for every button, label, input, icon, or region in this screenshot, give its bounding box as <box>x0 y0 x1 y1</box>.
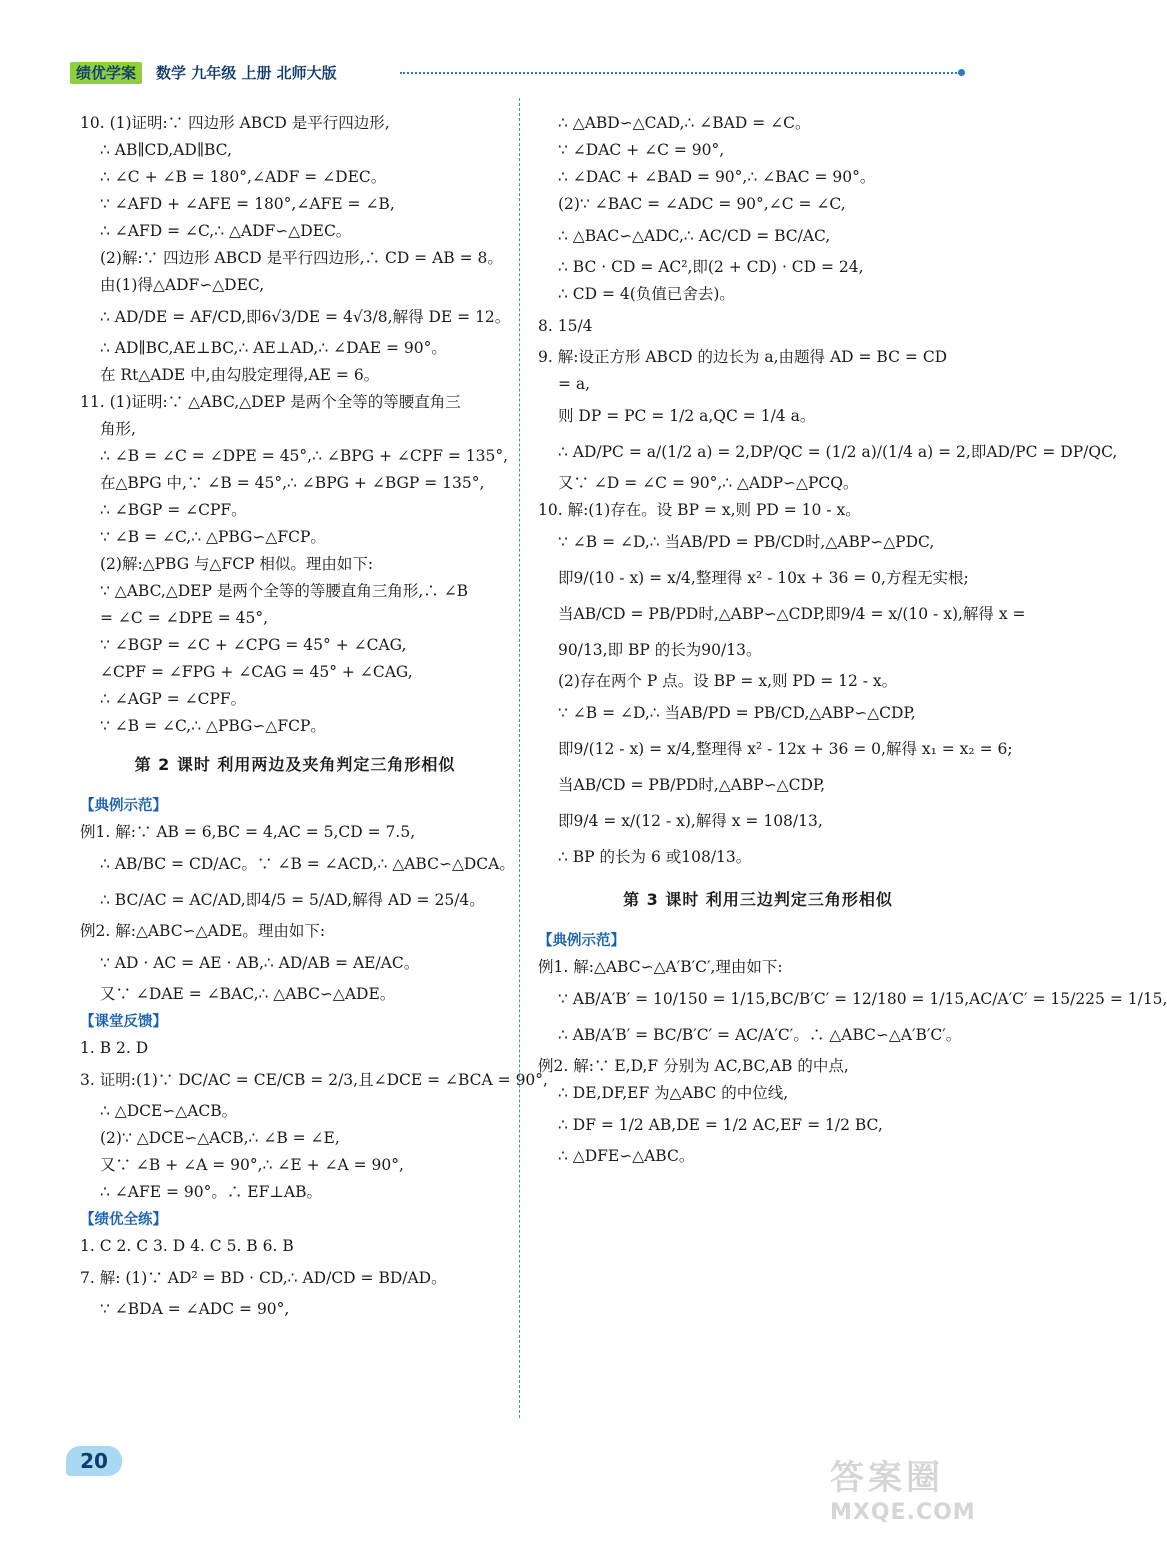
section-tag: 【典例示范】 <box>80 798 167 814</box>
answer-line: 即9/4 = x/(12 - x),解得 x = 108/13, <box>558 812 823 830</box>
answer-line: ∴ ∠C + ∠B = 180°,∠ADF = ∠DEC。 <box>100 168 387 186</box>
answer-line: 例1. 解:∵ AB = 6,BC = 4,AC = 5,CD = 7.5, <box>80 823 416 841</box>
answer-line: 又∵ ∠B + ∠A = 90°,∴ ∠E + ∠A = 90°, <box>100 1156 404 1174</box>
page-number: 20 <box>66 1446 122 1476</box>
brand-label: 绩优学案 <box>70 62 142 84</box>
column-divider <box>519 98 520 1418</box>
answer-line: ∴ ∠BGP = ∠CPF。 <box>100 501 247 519</box>
answer-line: 又∵ ∠D = ∠C = 90°,∴ △ADP∽△PCQ。 <box>558 474 859 492</box>
answer-line: ∵ ∠BDA = ∠ADC = 90°, <box>100 1300 290 1318</box>
answer-line: 即9/(12 - x) = x/4,整理得 x² - 12x + 36 = 0,解得 x₁ = x₂ = 6; <box>558 740 1013 758</box>
section-tag: 【绩优全练】 <box>80 1212 167 1228</box>
section-tag-row <box>538 927 978 954</box>
answer-line: 当AB/CD = PB/PD时,△ABP∽△CDP, <box>558 776 826 794</box>
answer-line: ∴ DE,DF,EF 为△ABC 的中位线, <box>558 1084 789 1102</box>
answer-line: = ∠C = ∠DPE = 45°, <box>100 609 269 627</box>
answer-line: 90/13,即 BP 的长为90/13。 <box>558 641 762 659</box>
answer-line: ∴ △ABD∽△CAD,∴ ∠BAD = ∠C。 <box>558 114 811 132</box>
answer-line: ∴ AB∥CD,AD∥BC, <box>100 141 232 159</box>
book-subtitle: 数学 九年级 上册 北师大版 <box>156 64 337 82</box>
left-column <box>80 110 548 1323</box>
answer-line: 1. B 2. D <box>80 1039 149 1057</box>
answer-line: ∴ AB/A′B′ = BC/B′C′ = AC/A′C′。∴ △ABC∽△A′B′C′。 <box>558 1026 962 1044</box>
section-tag: 【课堂反馈】 <box>80 1014 167 1030</box>
section-tag-row <box>80 1008 510 1035</box>
answer-line: (2)∵ ∠BAC = ∠ADC = 90°,∠C = ∠C, <box>558 195 846 213</box>
answer-line: 即9/(10 - x) = x/4,整理得 x² - 10x + 36 = 0,方程无实根; <box>558 569 969 587</box>
watermark-logo-text: 答案圈 <box>830 1458 944 1498</box>
answer-line: 当AB/CD = PB/PD时,△ABP∽△CDP,即9/4 = x/(10 - x),解得 x = <box>558 605 1026 623</box>
answer-line: 则 DP = PC = 1/2 a,QC = 1/4 a。 <box>558 407 816 425</box>
answer-line: ∴ AD/PC = a/(1/2 a) = 2,DP/QC = (1/2 a)/(1/4 a) = 2,即AD/PC = DP/QC, <box>558 443 1118 461</box>
answer-line: ∴ AB/BC = CD/AC。∵ ∠B = ∠ACD,∴ △ABC∽△DCA。 <box>100 855 515 873</box>
answer-line: 例1. 解:△ABC∽△A′B′C′,理由如下: <box>538 958 783 976</box>
watermark-site-text: MXQE.COM <box>830 1500 976 1525</box>
answer-line: ∴ △DCE∽△ACB。 <box>100 1102 238 1120</box>
section-title: 第 2 课时 利用两边及夹角判定三角形相似 <box>134 755 456 774</box>
answer-line: 10. (1)证明:∵ 四边形 ABCD 是平行四边形, <box>80 114 390 132</box>
header-dotted-rule <box>400 72 960 74</box>
answer-line: ∴ CD = 4(负值已舍去)。 <box>558 285 735 303</box>
answer-line: 由(1)得△ADF∽△DEC, <box>100 276 265 294</box>
answer-line: ∴ AD/DE = AF/CD,即6√3/DE = 4√3/8,解得 DE = 12。 <box>100 308 511 326</box>
page-header <box>70 62 970 86</box>
answer-line: (2)存在两个 P 点。设 BP = x,则 PD = 12 - x。 <box>558 672 898 690</box>
answer-line: 又∵ ∠DAE = ∠BAC,∴ △ABC∽△ADE。 <box>100 985 396 1003</box>
answer-line: (2)解:∵ 四边形 ABCD 是平行四边形,∴ CD = AB = 8。 <box>100 249 503 267</box>
answer-line: ∵ ∠AFD + ∠AFE = 180°,∠AFE = ∠B, <box>100 195 395 213</box>
answer-line: ∴ ∠AGP = ∠CPF。 <box>100 690 247 708</box>
header-rule-end-dot <box>958 69 965 76</box>
answer-line: 9. 解:设正方形 ABCD 的边长为 a,由题得 AD = BC = CD <box>538 348 948 366</box>
answer-line: ∵ ∠BGP = ∠C + ∠CPG = 45° + ∠CAG, <box>100 636 407 654</box>
answer-line: (2)解:△PBG 与△FCP 相似。理由如下: <box>100 555 374 573</box>
answer-line: (2)∵ △DCE∽△ACB,∴ ∠B = ∠E, <box>100 1129 340 1147</box>
answer-line: ∵ AD · AC = AE · AB,∴ AD/AB = AE/AC。 <box>100 954 420 972</box>
answer-line: 在 Rt△ADE 中,由勾股定理得,AE = 6。 <box>100 366 380 384</box>
answer-line: 角形, <box>100 420 136 438</box>
watermark <box>830 1450 980 1530</box>
answer-line: 在△BPG 中,∵ ∠B = 45°,∴ ∠BPG + ∠BGP = 135°, <box>100 474 485 492</box>
answer-line: ∵ ∠DAC + ∠C = 90°, <box>558 141 725 159</box>
right-column <box>538 110 1167 1170</box>
answer-line: ∴ △DFE∽△ABC。 <box>558 1147 695 1165</box>
answer-line: ∴ DF = 1/2 AB,DE = 1/2 AC,EF = 1/2 BC, <box>558 1116 883 1134</box>
answer-line: ∴ △BAC∽△ADC,∴ AC/CD = BC/AC, <box>558 227 831 245</box>
answer-line: ∵ ∠B = ∠D,∴ 当AB/PD = PB/CD,△ABP∽△CDP, <box>558 704 916 722</box>
answer-line: ∴ ∠DAC + ∠BAD = 90°,∴ ∠BAC = 90°。 <box>558 168 876 186</box>
answer-line: = a, <box>558 375 591 393</box>
answer-line: ∵ ∠B = ∠C,∴ △PBG∽△FCP。 <box>100 717 326 735</box>
answer-line: 7. 解: (1)∵ AD² = BD · CD,∴ AD/CD = BD/AD。 <box>80 1269 447 1287</box>
section-tag: 【典例示范】 <box>538 933 625 949</box>
answer-line: 11. (1)证明:∵ △ABC,△DEP 是两个全等的等腰直角三 <box>80 393 461 411</box>
answer-line: ∠CPF = ∠FPG + ∠CAG = 45° + ∠CAG, <box>100 663 413 681</box>
answer-line: ∵ AB/A′B′ = 10/150 = 1/15,BC/B′C′ = 12/180 = 1/15,AC/A′C′ = 15/225 = 1/15, <box>558 990 1167 1008</box>
answer-line: ∴ ∠AFD = ∠C,∴ △ADF∽△DEC。 <box>100 222 352 240</box>
answer-line: ∴ ∠AFE = 90°。∴ EF⊥AB。 <box>100 1183 323 1201</box>
section-title: 第 3 课时 利用三边判定三角形相似 <box>623 890 893 909</box>
answer-line: ∵ ∠B = ∠C,∴ △PBG∽△FCP。 <box>100 528 326 546</box>
answer-line: ∵ △ABC,△DEP 是两个全等的等腰直角三角形,∴ ∠B <box>100 582 469 600</box>
answer-line: 例2. 解:∵ E,D,F 分别为 AC,BC,AB 的中点, <box>538 1057 849 1075</box>
answer-line: 8. 15/4 <box>538 317 593 335</box>
answer-line: 10. 解:(1)存在。设 BP = x,则 PD = 10 - x。 <box>538 501 861 519</box>
section-tag-row <box>80 1206 510 1233</box>
answer-line: 3. 证明:(1)∵ DC/AC = CE/CB = 2/3,且∠DCE = ∠BCA = 90°, <box>80 1071 548 1089</box>
answer-line: ∴ BC/AC = AC/AD,即4/5 = 5/AD,解得 AD = 25/4。 <box>100 891 485 909</box>
section-tag-row <box>80 792 510 819</box>
answer-line: ∴ ∠B = ∠C = ∠DPE = 45°,∴ ∠BPG + ∠CPF = 135°, <box>100 447 509 465</box>
answer-line: 例2. 解:△ABC∽△ADE。理由如下: <box>80 922 326 940</box>
answer-line: ∴ BC · CD = AC²,即(2 + CD) · CD = 24, <box>558 258 864 276</box>
answer-line: 1. C 2. C 3. D 4. C 5. B 6. B <box>80 1237 294 1255</box>
answer-line: ∵ ∠B = ∠D,∴ 当AB/PD = PB/CD时,△ABP∽△PDC, <box>558 533 935 551</box>
answer-line: ∴ BP 的长为 6 或108/13。 <box>558 848 752 866</box>
answer-line: ∴ AD∥BC,AE⊥BC,∴ AE⊥AD,∴ ∠DAE = 90°。 <box>100 339 447 357</box>
